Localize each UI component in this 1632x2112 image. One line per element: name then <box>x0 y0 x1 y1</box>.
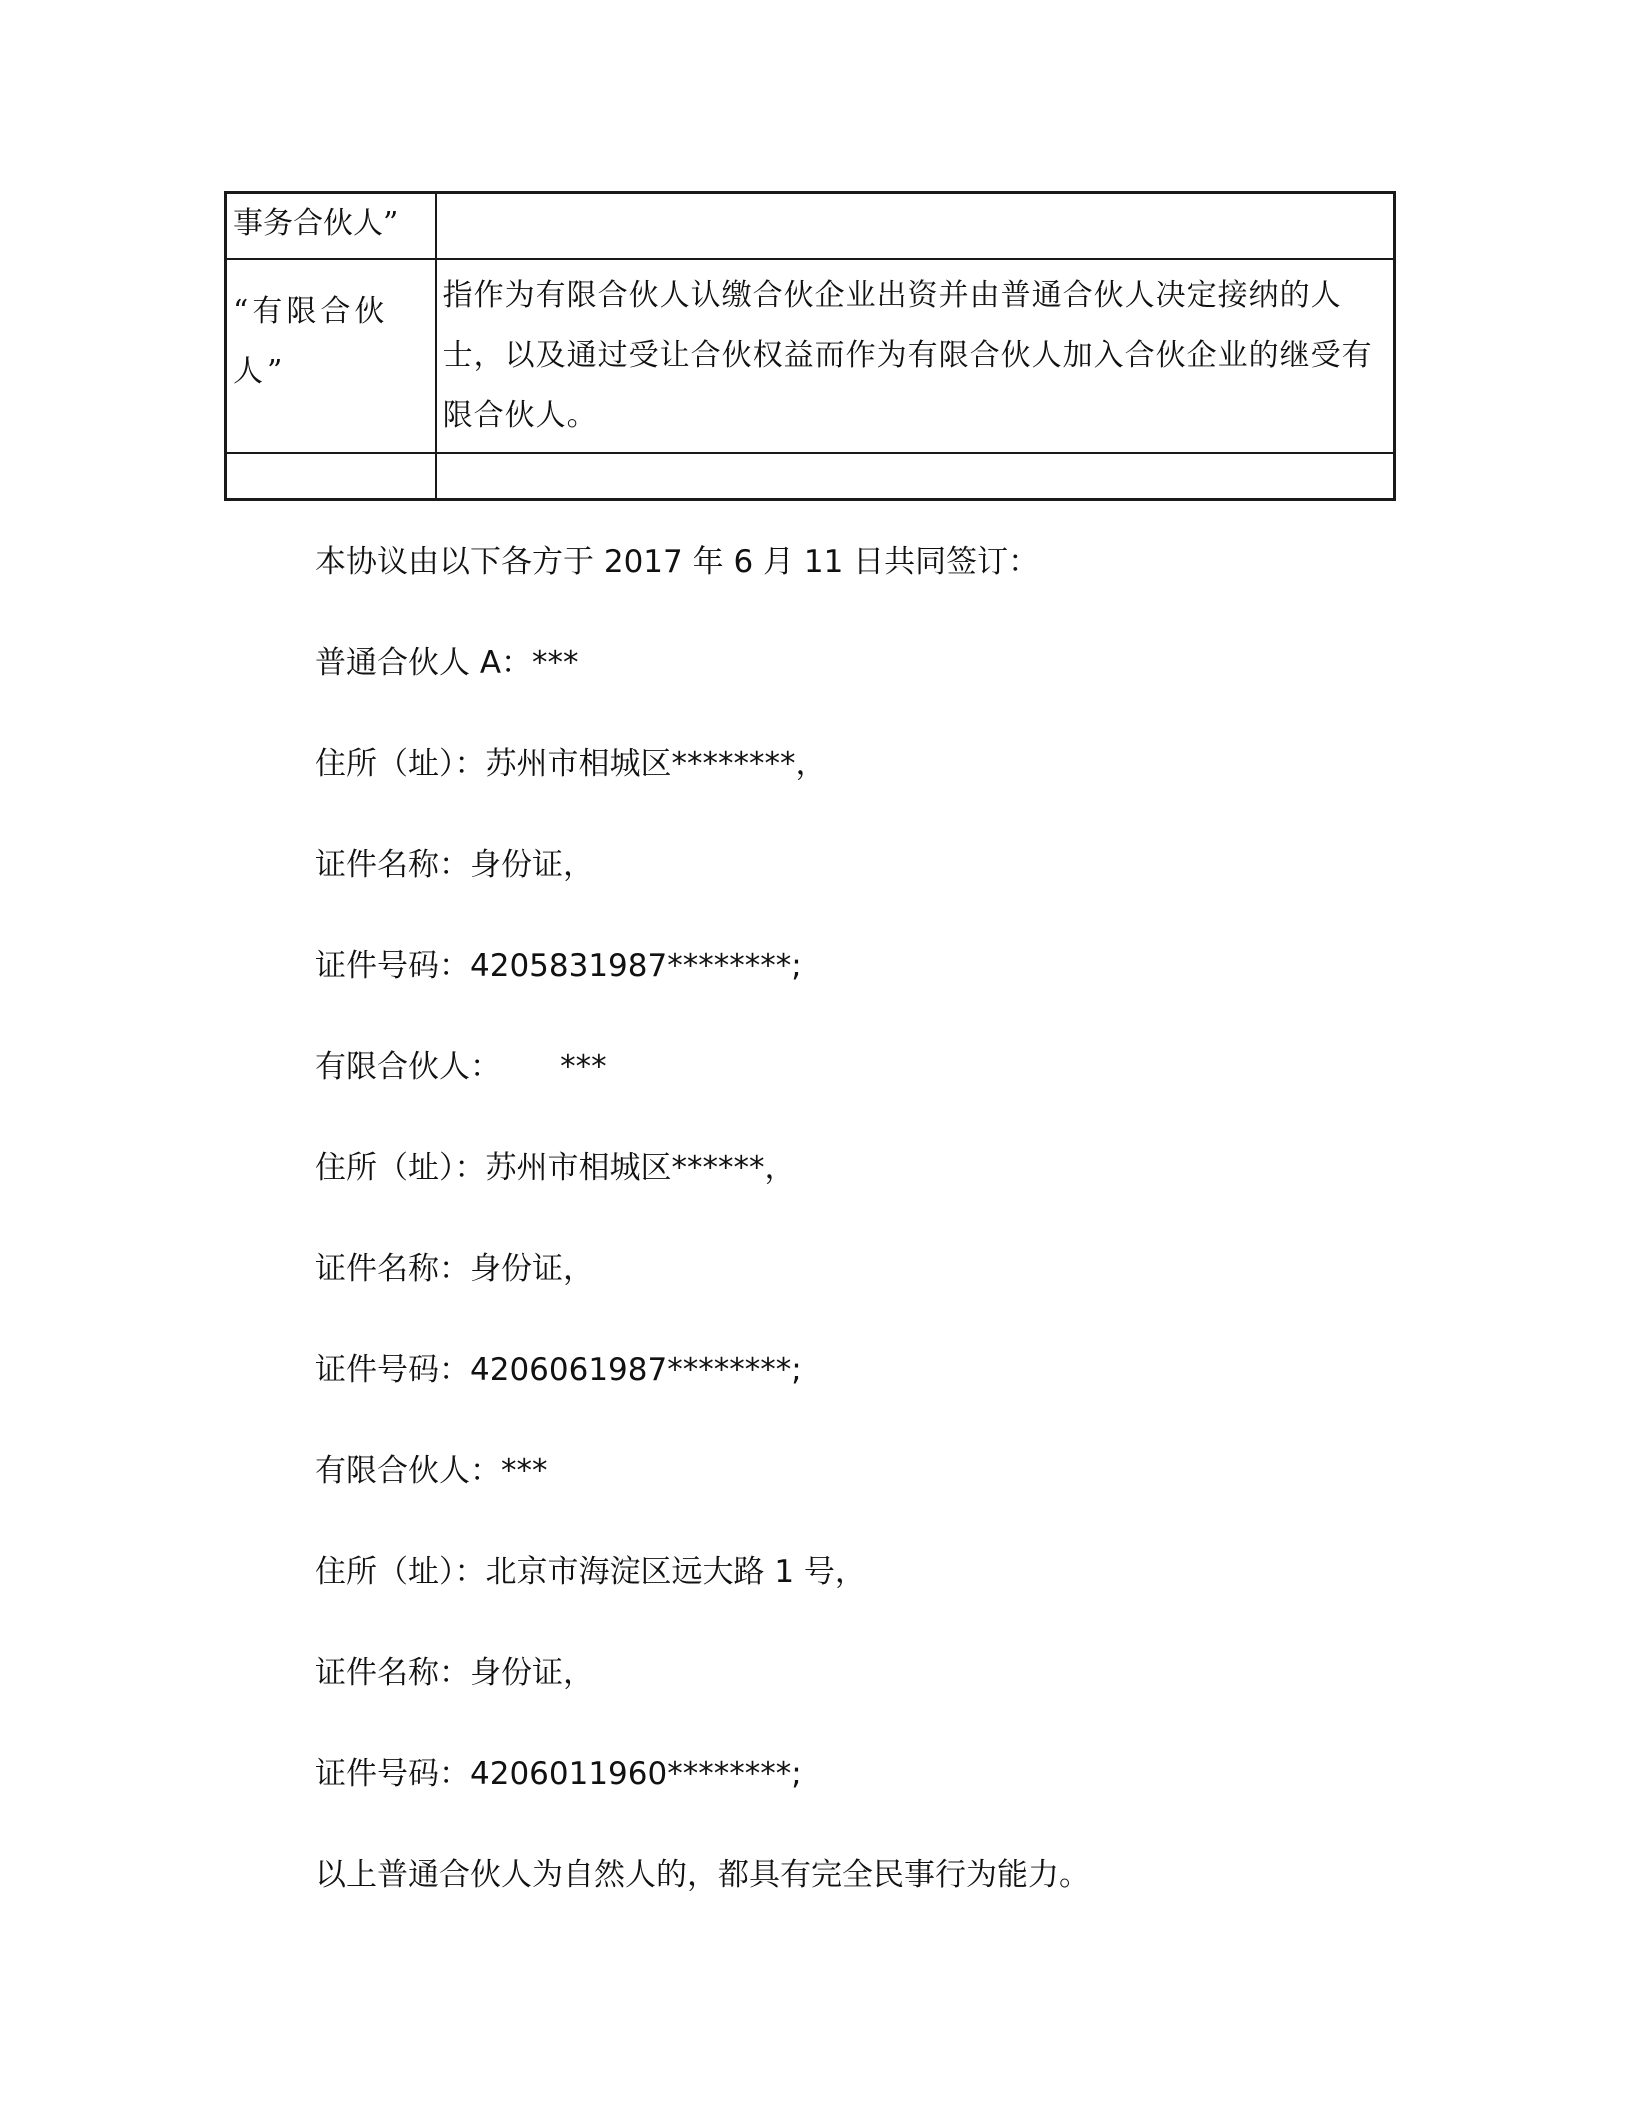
definition-cell <box>436 453 1395 500</box>
limited-partner-1: 有限合伙人： *** <box>315 1049 607 1085</box>
definitions-table <box>224 191 1396 501</box>
definition-cell <box>436 193 1395 260</box>
table-row <box>226 453 1395 500</box>
capacity-statement: 以上普通合伙人为自然人的，都具有完全民事行为能力。 <box>315 1857 1090 1893</box>
signing-intro: 本协议由以下各方于 2017 年 6 月 11 日共同签订： <box>315 544 1040 580</box>
table-row <box>226 259 1395 453</box>
general-partner-a: 普通合伙人 A：*** <box>315 645 579 681</box>
agreement-parties-section <box>315 530 1415 1944</box>
lp2-address: 住所（址）：北京市海淀区远大路 1 号， <box>315 1554 866 1590</box>
table-row <box>226 193 1395 260</box>
definition-cell: 指作为有限合伙人认缴合伙企业出资并由普通合伙人决定接纳的人士，以及通过受让合伙权益而作为有限合伙人加入合伙企业的继受有限合伙人。 <box>436 259 1395 453</box>
lp1-id-number: 证件号码：4206061987********; <box>315 1352 802 1388</box>
limited-partner-2: 有限合伙人：*** <box>315 1453 548 1489</box>
lp2-id-number: 证件号码：4206011960********; <box>315 1756 802 1792</box>
term-cell: “有限合伙人” <box>226 259 436 453</box>
lp1-id-type: 证件名称：身份证， <box>315 1251 594 1287</box>
term-cell <box>226 453 436 500</box>
lp1-address: 住所（址）：苏州市相城区******， <box>315 1150 796 1186</box>
lp2-id-type: 证件名称：身份证， <box>315 1655 594 1691</box>
gp-a-address: 住所（址）：苏州市相城区********， <box>315 746 827 782</box>
gp-a-id-number: 证件号码：4205831987********; <box>315 948 802 984</box>
gp-a-id-type: 证件名称：身份证， <box>315 847 594 883</box>
term-cell: 事务合伙人” <box>226 193 436 260</box>
